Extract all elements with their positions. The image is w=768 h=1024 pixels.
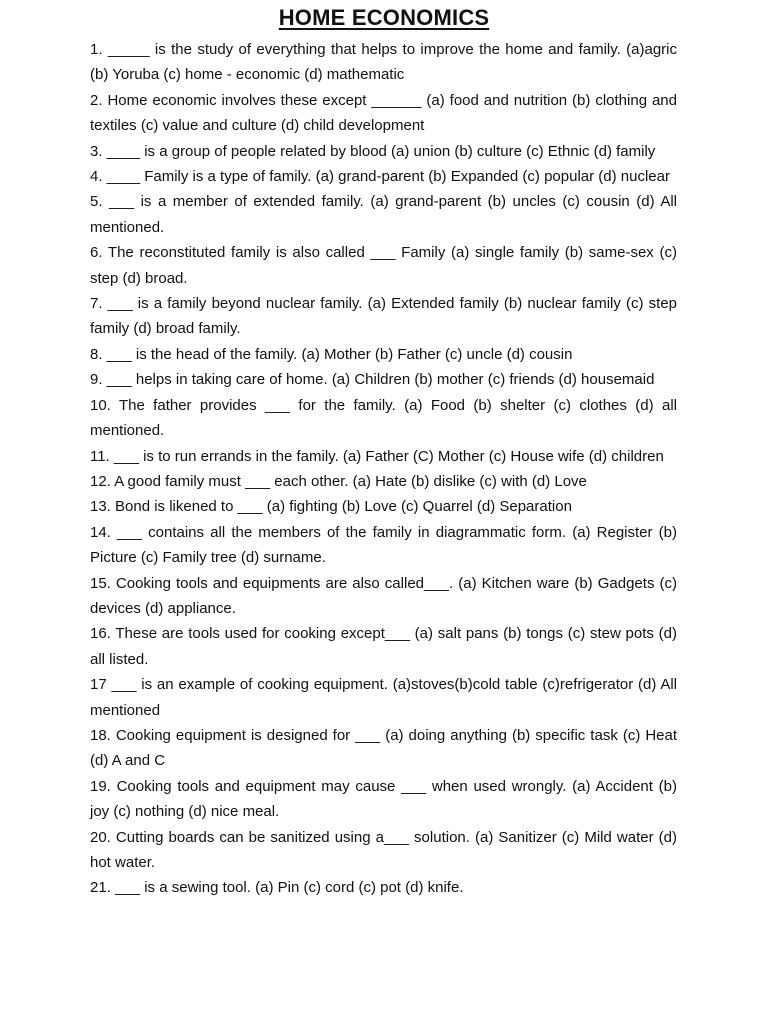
page-title: HOME ECONOMICS (278, 5, 490, 30)
question-item: 17 ___ is an example of cooking equipment. (a)stoves(b)cold table (c)refrigerator (d) All mentioned (90, 676, 677, 719)
question-item: 2. Home economic involves these except ______ (a) food and nutrition (b) clothing and textiles (c) value and culture (d) child development (90, 91, 677, 135)
question-list (90, 37, 677, 901)
question-item: 15. Cooking tools and equipments are also called___. (a) Kitchen ware (b) Gadgets (c) devices (d) appliance. (90, 574, 677, 617)
question-item: 20. Cutting boards can be sanitized using a___ solution. (a) Sanitizer (c) Mild water (d) hot water. (90, 828, 677, 871)
question-item: 8. ___ is the head of the family. (a) Mother (b) Father (c) uncle (d) cousin (90, 345, 573, 363)
question-item: 13. Bond is likened to ___ (a) fighting (b) Love (c) Quarrel (d) Separation (90, 498, 572, 516)
question-item: 10. The father provides ___ for the family. (a) Food (b) shelter (c) clothes (d) all mentioned. (90, 396, 677, 440)
question-item: 1. _____ is the study of everything that helps to improve the home and family. (a)agric (b) Yoruba (c) home - economic (d) mathematic (90, 41, 677, 84)
question-item: 9. ___ helps in taking care of home. (a) Children (b) mother (c) friends (d) housemaid (90, 371, 655, 389)
question-item: 7. ___ is a family beyond nuclear family. (a) Extended family (b) nuclear family (c) step family (d) broad family. (90, 295, 677, 338)
question-item: 4. ____ Family is a type of family. (a) grand-parent (b) Expanded (c) popular (d) nuclear (90, 168, 670, 186)
question-item: 19. Cooking tools and equipment may cause ___ when used wrongly. (a) Accident (b) joy (c) nothing (d) nice meal. (90, 777, 677, 821)
question-item: 21. ___ is a sewing tool. (a) Pin (c) cord (c) pot (d) knife. (90, 879, 464, 897)
question-item: 16. These are tools used for cooking except___ (a) salt pans (b) tongs (c) stew pots (d) all listed. (90, 625, 677, 668)
question-item: 11. ___ is to run errands in the family. (a) Father (C) Mother (c) House wife (d) children (90, 447, 664, 465)
question-item: 18. Cooking equipment is designed for ___ (a) doing anything (b) specific task (c) Heat (d) A and C (90, 726, 677, 770)
question-item: 3. ____ is a group of people related by blood (a) union (b) culture (c) Ethnic (d) family (90, 142, 656, 160)
question-item: 14. ___ contains all the members of the family in diagrammatic form. (a) Register (b) Picture (c) Family tree (d) surname. (90, 523, 677, 567)
question-item: 12. A good family must ___ each other. (a) Hate (b) dislike (c) with (d) Love (90, 472, 587, 490)
question-item: 5. ___ is a member of extended family. (a) grand-parent (b) uncles (c) cousin (d) All mentioned. (90, 193, 677, 236)
question-item: 6. The reconstituted family is also called ___ Family (a) single family (b) same-sex (c) step (d) broad. (90, 244, 677, 287)
